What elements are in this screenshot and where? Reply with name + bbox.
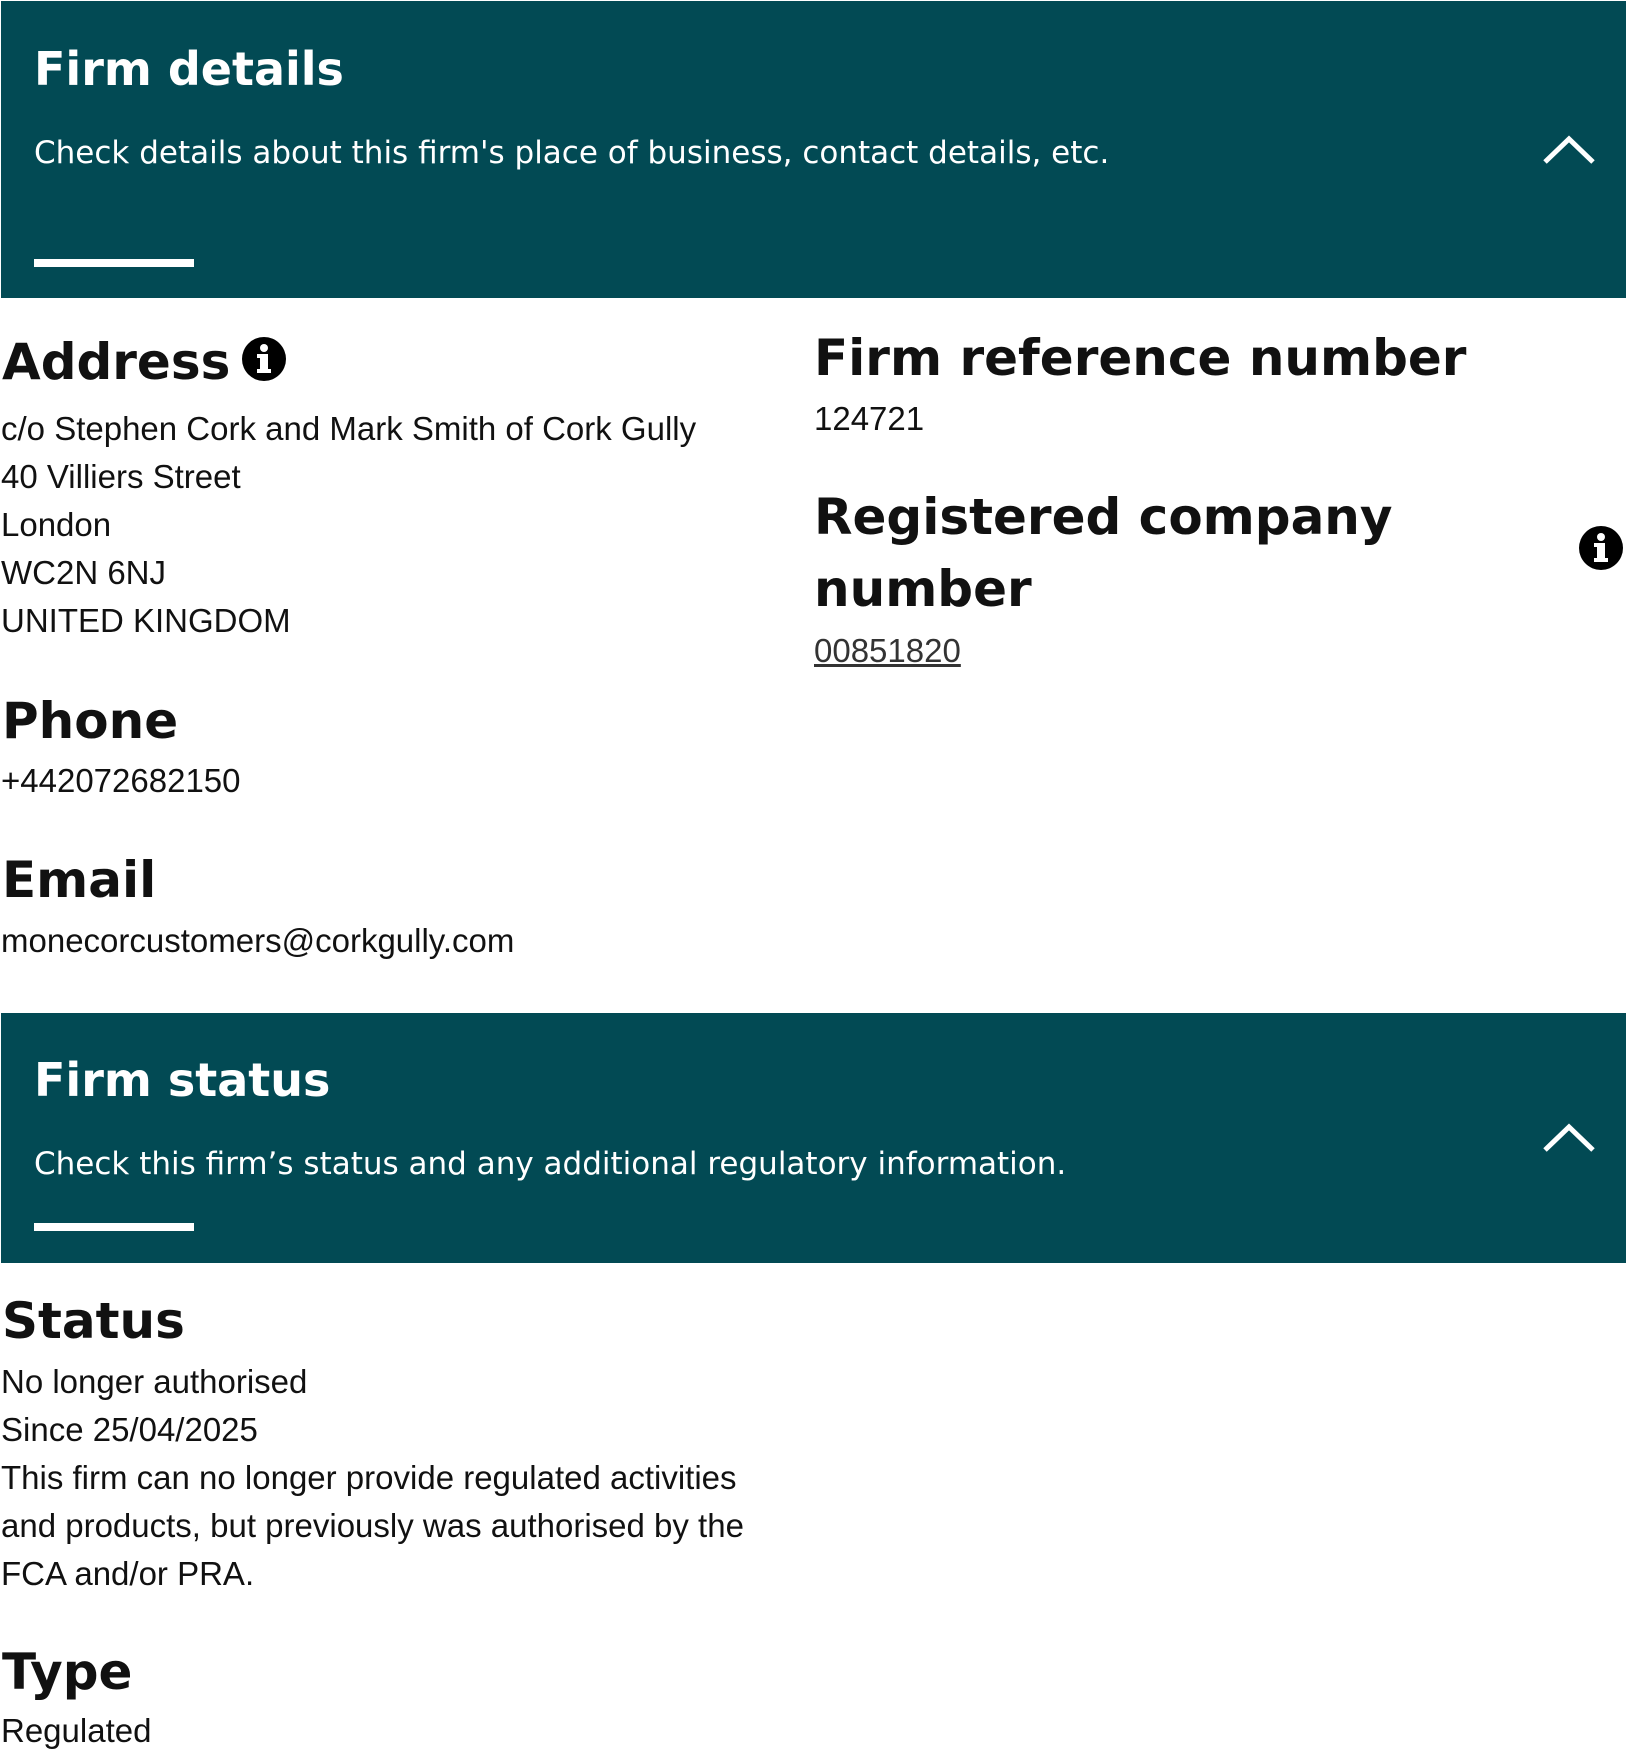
address-line: London [1,506,112,543]
info-icon[interactable] [242,337,286,381]
status-value: No longer authorised [1,1363,308,1400]
company-number-value-wrap [814,627,961,675]
firm-status-title: Firm status [34,1053,331,1107]
info-icon[interactable] [1579,526,1623,570]
status-description: This firm can no longer provide regulated activities and products, but previously was authorised by the FCA and/or PRA. [1,1459,744,1592]
firm-status-subtitle: Check this firm’s status and any additional regulatory information. [34,1146,1067,1182]
type-value: Regulated [1,1712,152,1749]
status-heading: Status [2,1292,185,1350]
banner-underline [34,259,194,267]
status-since: Since 25/04/2025 [1,1411,258,1448]
type-heading: Type [2,1643,133,1701]
address-line: 40 Villiers Street [1,458,241,495]
email-heading: Email [2,851,157,909]
firm-details-subtitle: Check details about this firm's place of business, contact details, etc. [34,135,1110,171]
phone-heading: Phone [2,692,179,750]
firm-details-title: Firm details [34,42,344,96]
firm-details-banner[interactable] [1,1,1626,298]
phone-value: +442072682150 [1,762,241,799]
banner-underline [34,1223,194,1231]
email-value: monecorcustomers@corkgully.com [1,922,515,959]
company-number-link[interactable]: 00851820 [814,632,961,669]
firm-status-banner[interactable] [1,1013,1626,1263]
address-line: UNITED KINGDOM [1,602,291,639]
frn-value: 124721 [814,400,925,437]
address-line: c/o Stephen Cork and Mark Smith of Cork Gully [1,410,697,447]
address-line: WC2N 6NJ [1,554,167,591]
company-number-heading [814,481,1393,625]
chevron-up-icon[interactable] [1542,131,1596,167]
chevron-up-icon[interactable] [1542,1119,1596,1155]
company-number-heading-line2: number [814,560,1032,618]
company-number-heading-line1: Registered company [814,488,1393,546]
address-heading: Address [2,333,231,391]
frn-heading: Firm reference number [814,329,1467,387]
